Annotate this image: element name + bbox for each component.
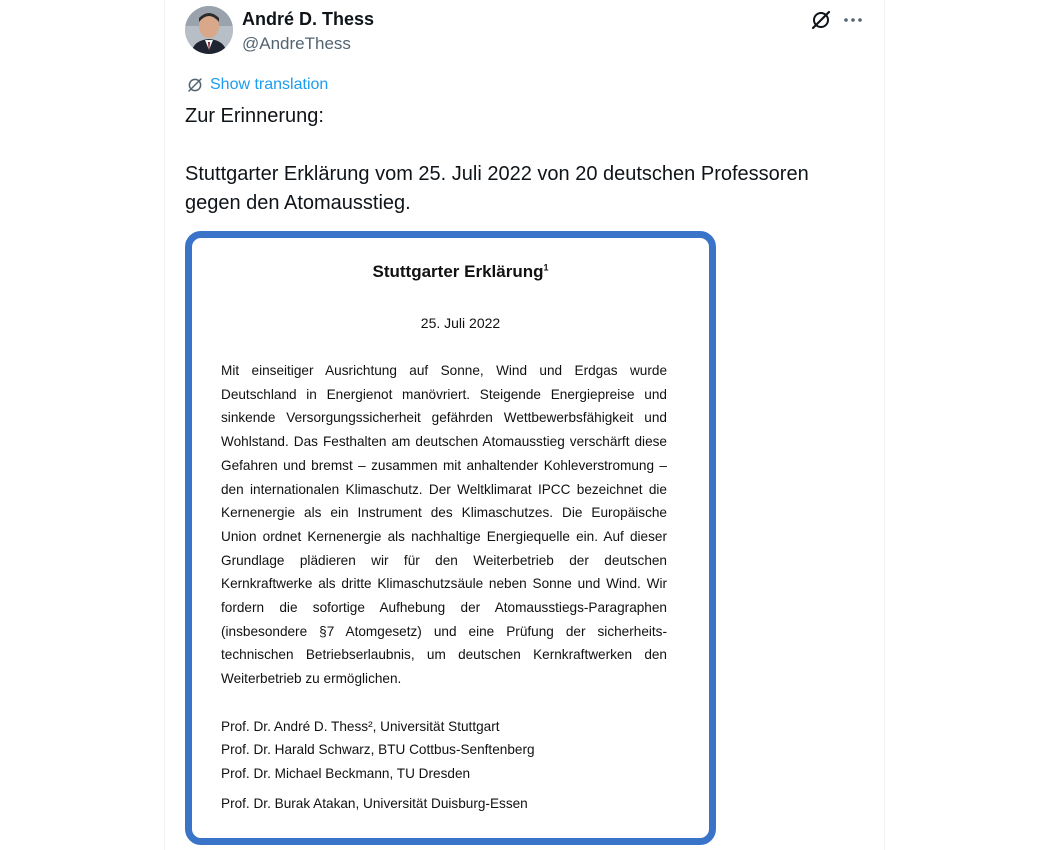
author-handle[interactable]: @AndreThess	[242, 34, 351, 53]
tweet-media-image[interactable]	[185, 231, 716, 845]
more-icon[interactable]	[841, 8, 865, 32]
tweet-text	[185, 102, 855, 218]
signatory-1: Prof. Dr. André D. Thess², Universität Stuttgart	[221, 719, 500, 734]
show-translation-label: Show translation	[210, 76, 329, 93]
grok-icon[interactable]	[809, 8, 833, 32]
document-title	[221, 262, 700, 282]
document-body: Mit einseitiger Ausrichtung auf Sonne, Wind und Erdgas wurde Deutschland in Energienot manövriert. Steigende Energiepreise und sinkende Versorgungssicherheit gefährden Wettbewerbsfähigkeit und Wohlstand. Das Festhalten am deutschen Atomausstieg verschärft diese Gefahren und bremst – zusammen mit anhaltender Kohleverstromung – den internationalen Klimaschutz. Der Weltklimarat IPCC bezeichnet die Kernenergie als ein Instrument des Klimaschutzes. Die Europäische Union ordnet Kernenergie als nachhaltige Energiequelle ein. Auf dieser Grundlage plädieren wir für den Weiterbetrieb der deutschen Kernkraftwerke als dritte Klimaschutzsäule neben Sonne und Wind. Wir fordern die sofortige Aufhebung der Atomausstiegs-Paragraphen (insbesondere §7 Atomgesetz) und eine Prüfung der sicherheits-technischen Betriebserlaubnis, um deutschen Kernkraftwerken den Weiterbetrieb zu ermöglichen.	[221, 363, 667, 687]
author-name[interactable]: André D. Thess	[242, 9, 375, 29]
signatory-2: Prof. Dr. Harald Schwarz, BTU Cottbus-Senftenberg	[221, 742, 535, 757]
signatory-4: Prof. Dr. Burak Atakan, Universität Duisburg-Essen	[221, 796, 528, 811]
document-title-footnote: 1	[543, 262, 549, 273]
tweet-text-line-2: Stuttgarter Erklärung vom 25. Juli 2022 von 20 deutschen Professoren gegen den Atomausstieg.	[185, 163, 809, 214]
document-date: 25. Juli 2022	[420, 315, 501, 331]
show-translation-link[interactable]	[186, 76, 328, 94]
author-avatar[interactable]	[185, 6, 233, 54]
document-title-text: Stuttgarter Erklärung	[372, 262, 544, 281]
avatar-portrait	[185, 6, 233, 54]
signatory-3: Prof. Dr. Michael Beckmann, TU Dresden	[221, 766, 471, 781]
tweet-text-line-1: Zur Erinnerung:	[185, 105, 324, 127]
tweet-card	[164, 0, 885, 850]
globe-icon	[186, 76, 204, 94]
